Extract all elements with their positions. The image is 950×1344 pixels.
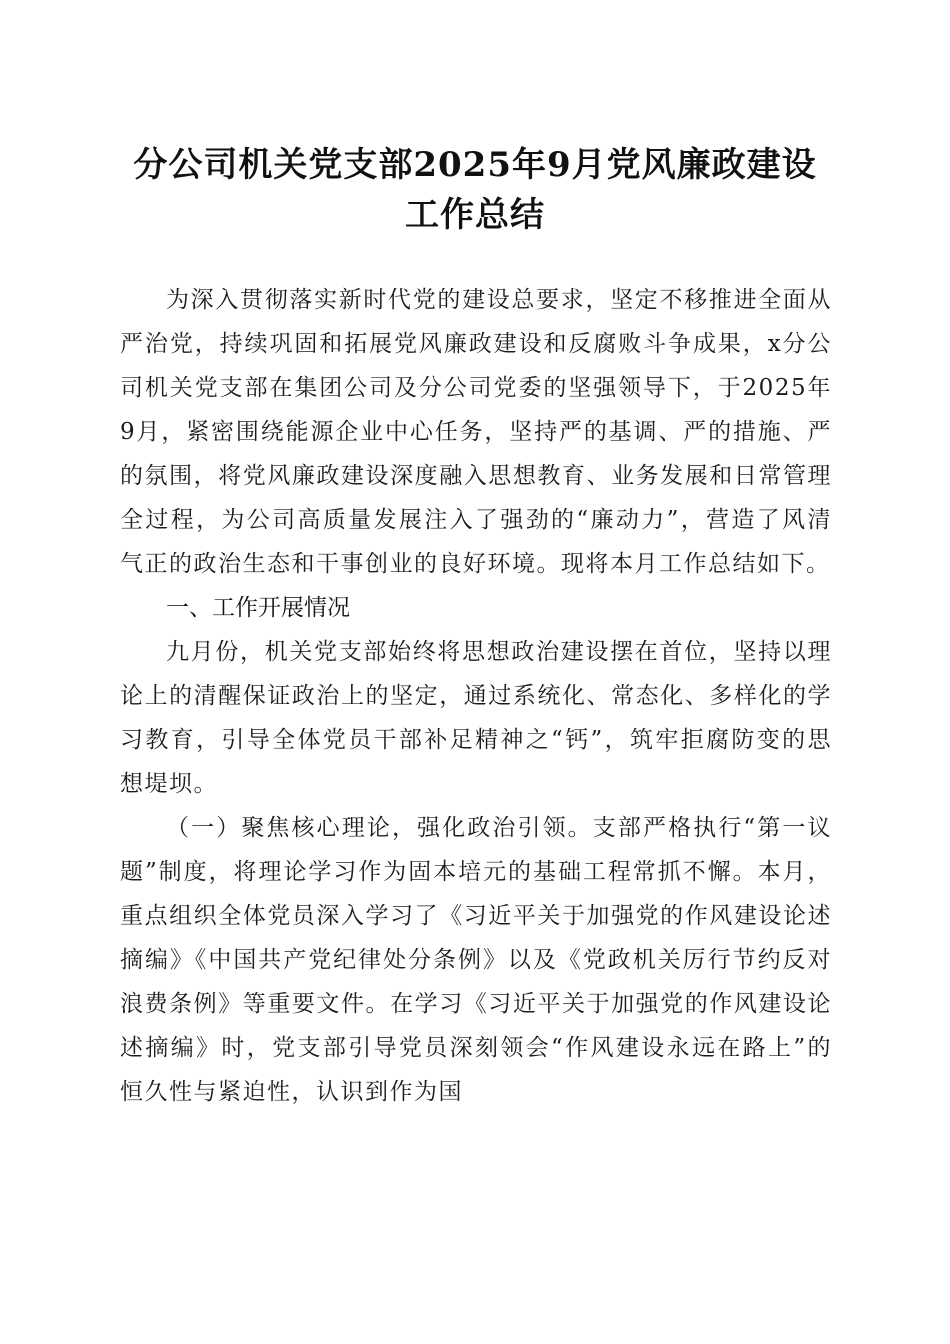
title-line-2: 工作总结 bbox=[405, 195, 545, 235]
title-line-1: 分公司机关党支部2025年9月党风廉政建设 bbox=[133, 145, 817, 185]
section-intro-paragraph: 九月份，机关党支部始终将思想政治建设摆在首位，坚持以理论上的清醒保证政治上的坚定，通过系统化、常态化、多样化的学习教育，引导全体党员干部补足精神之“钙”，筑牢拒腐防变的思想堤坝。 bbox=[120, 639, 832, 797]
subsection-heading: （一）聚焦核心理论，强化政治引领。 bbox=[166, 815, 593, 841]
document-title bbox=[118, 140, 832, 240]
document-body bbox=[120, 278, 832, 1114]
section-heading: 一、工作开展情况 bbox=[166, 595, 350, 621]
intro-paragraph: 为深入贯彻落实新时代党的建设总要求，坚定不移推进全面从严治党，持续巩固和拓展党风廉政建设和反腐败斗争成果，x分公司机关党支部在集团公司及分公司党委的坚强领导下，于2025年9月，紧密围绕能源企业中心任务，坚持严的基调、严的措施、严的氛围，将党风廉政建设深度融入思想教育、业务发展和日常管理全过程，为公司高质量发展注入了强劲的“廉动力”，营造了风清气正的政治生态和干事创业的良好环境。现将本月工作总结如下。 bbox=[120, 287, 832, 577]
subsection-text: 支部严格执行“第一议题”制度，将理论学习作为固本培元的基础工程常抓不懈。本月，重点组织全体党员深入学习了《习近平关于加强党的作风建设论述摘编》《中国共产党纪律处分条例》以及《党政机关厉行节约反对浪费条例》等重要文件。在学习《习近平关于加强党的作风建设论述摘编》时，党支部引导党员深刻领会“作风建设永远在路上”的恒久性与紧迫性，认识到作为国 bbox=[120, 815, 833, 1105]
subsection-paragraph bbox=[120, 806, 832, 1114]
